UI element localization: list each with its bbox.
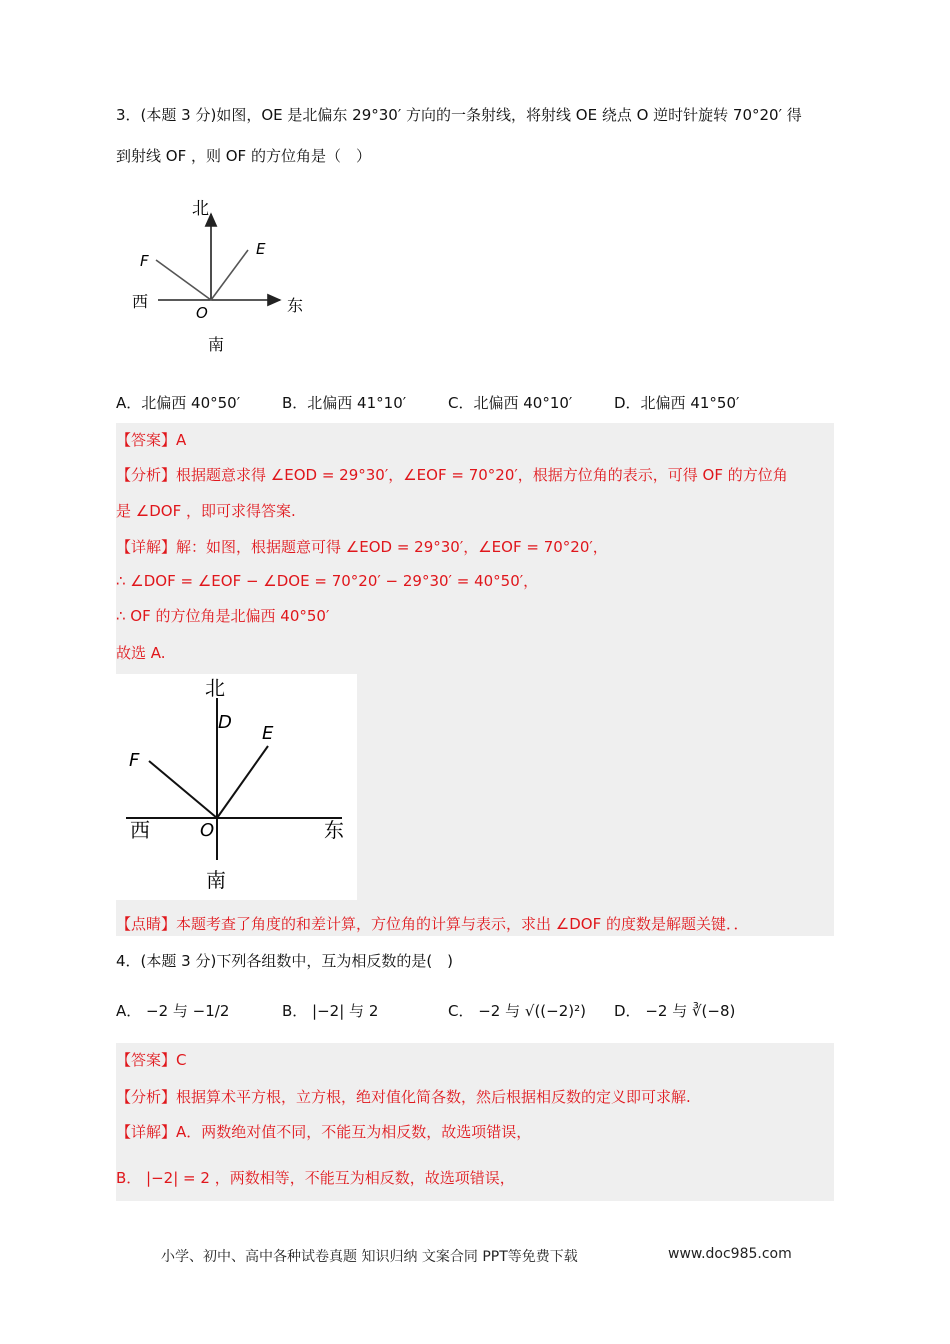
label-f-2: F xyxy=(129,750,140,771)
label-north: 北 xyxy=(192,199,209,219)
q3-comment: 【点睛】本题考查了角度的和差计算，方位角的计算与表示，求出 ∠DOF 的度数是解题关键．． xyxy=(116,915,749,933)
q3-solution-panel xyxy=(116,423,834,936)
ray-of xyxy=(156,260,211,300)
q3-option-a: A．北偏西 40°50′ xyxy=(116,394,241,412)
q3-option-b: B．北偏西 41°10′ xyxy=(282,394,407,412)
footer-url[interactable]: www.doc985.com xyxy=(668,1246,792,1262)
q4-solution-panel xyxy=(116,1043,834,1201)
q3-option-c: C．北偏西 40°10′ xyxy=(448,394,573,412)
q4-option-c: C． −2 与 √((−2)²) xyxy=(448,1002,586,1020)
label-west-2: 西 xyxy=(130,818,150,842)
label-south-2: 南 xyxy=(206,868,226,892)
q4-option-d: D． −2 与 ∛(−8) xyxy=(614,1002,736,1020)
q4-answer: 【答案】C xyxy=(116,1051,187,1069)
label-o: O xyxy=(196,304,208,322)
label-d-2: D xyxy=(218,712,232,733)
label-e-2: E xyxy=(262,723,274,744)
footer-text: 小学、初中、高中各种试卷真题 知识归纳 文案合同 PPT等免费下载 xyxy=(161,1249,578,1265)
label-e: E xyxy=(256,240,266,258)
label-east-2: 东 xyxy=(324,818,344,842)
q3-detail-line2: ∴ ∠DOF = ∠EOF − ∠DOE = 70°20′ − 29°30′ = 40°50′， xyxy=(116,572,539,590)
q3-answer: 【答案】A xyxy=(116,431,187,449)
label-east: 东 xyxy=(287,296,304,315)
q3-detail-line3: ∴ OF 的方位角是北偏西 40°50′ xyxy=(116,607,330,625)
q4-analysis: 【分析】根据算术平方根，立方根，绝对值化简各数，然后根据相反数的定义即可求解. xyxy=(116,1088,691,1106)
q3-stem-line1: 3．(本题 3 分)如图，OE 是北偏东 29°30′ 方向的一条射线，将射线 OE 绕点 O 逆时针旋转 70°20′ 得 xyxy=(116,106,802,124)
q3-stem-line2: 到射线 OF ，则 OF 的方位角是（ ） xyxy=(116,147,371,165)
label-north-2: 北 xyxy=(205,676,225,700)
q3-analysis-line1: 【分析】根据题意求得 ∠EOD = 29°30′，∠EOF = 70°20′，根据方位角的表示，可得 OF 的方位角 xyxy=(116,466,788,484)
q3-detail-line4: 故选 A. xyxy=(116,644,166,662)
q4-detail-line2: B． |−2| = 2 ，两数相等，不能互为相反数，故选项错误， xyxy=(116,1169,515,1187)
label-south: 南 xyxy=(208,335,225,354)
q4-detail-line1: 【详解】A．两数绝对值不同，不能互为相反数，故选项错误， xyxy=(116,1123,532,1141)
ray-oe xyxy=(211,250,248,300)
q4-stem: 4．(本题 3 分)下列各组数中，互为相反数的是( ) xyxy=(116,952,454,970)
q4-option-b: B． |−2| 与 2 xyxy=(282,1002,379,1020)
q4-option-a: A． −2 与 −1/2 xyxy=(116,1002,230,1020)
label-f: F xyxy=(140,252,149,270)
q3-option-d: D．北偏西 41°50′ xyxy=(614,394,740,412)
label-west: 西 xyxy=(132,292,149,311)
label-o-2: O xyxy=(200,820,215,841)
q3-direction-figure xyxy=(120,192,320,362)
q3-solution-figure xyxy=(116,674,357,900)
q3-analysis-line2: 是 ∠DOF ，即可求得答案. xyxy=(116,502,296,520)
q3-detail-line1: 【详解】解：如图，根据题意可得 ∠EOD = 29°30′，∠EOF = 70°20′， xyxy=(116,538,608,556)
